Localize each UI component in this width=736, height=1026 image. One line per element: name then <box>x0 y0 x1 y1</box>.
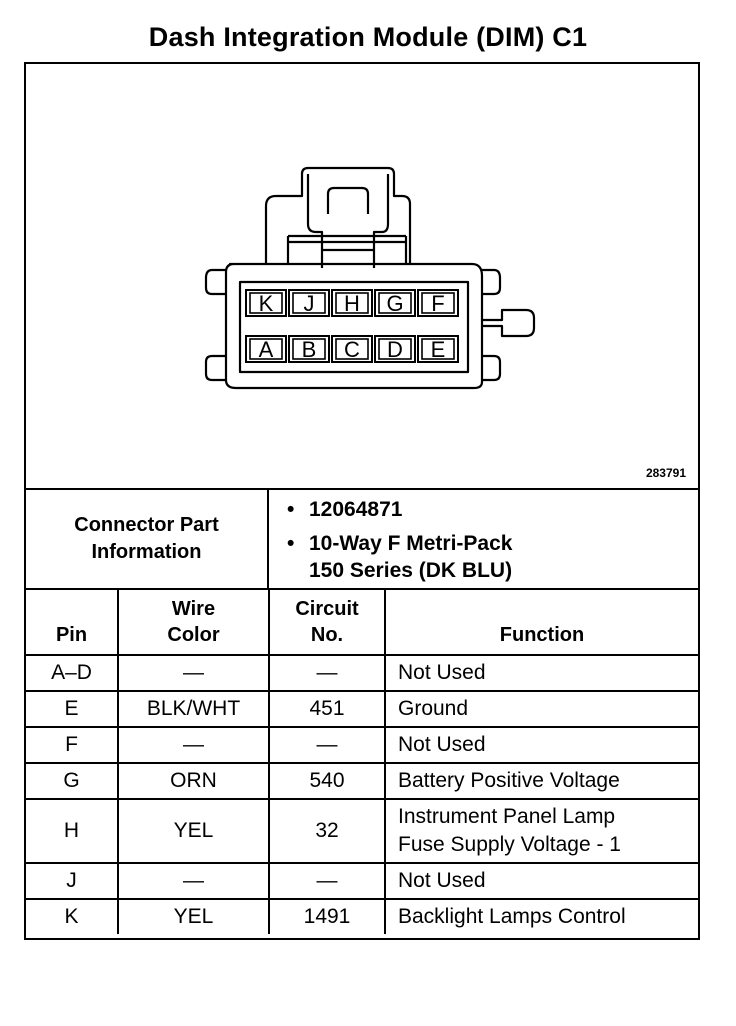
connector-info-label-line1: Connector Part <box>74 514 219 536</box>
header-pin: Pin <box>26 589 118 655</box>
wire-color-cell: — <box>118 863 269 899</box>
wire-color-cell: — <box>118 655 269 691</box>
connector-frame <box>24 62 700 940</box>
pin-letter: C <box>344 337 360 362</box>
pin-letter: D <box>387 337 403 362</box>
pin-letter: J <box>303 291 315 316</box>
connector-drawing <box>26 64 698 488</box>
connector-description: 10-Way F Metri-Pack 150 Series (DK BLU) <box>309 532 513 582</box>
wire-color-cell: YEL <box>118 799 269 863</box>
pin-cells <box>246 290 458 362</box>
pin-letter: F <box>431 291 445 316</box>
function-cell: Instrument Panel Lamp Fuse Supply Voltage - 1 <box>385 799 698 863</box>
function-cell: Not Used <box>385 863 698 899</box>
pin-cell-j <box>289 290 329 316</box>
wire-color-cell: BLK/WHT <box>118 691 269 727</box>
connector-diagram <box>26 64 698 490</box>
header-circuit: Circuit No. <box>269 589 385 655</box>
pin-cell: E <box>26 691 118 727</box>
pin-letter: A <box>258 337 274 362</box>
circuit-cell: 451 <box>269 691 385 727</box>
pin-cell-d <box>375 336 415 362</box>
connector-info-label-line2: Information <box>91 541 202 563</box>
circuit-cell: — <box>269 655 385 691</box>
circuit-cell: 1491 <box>269 899 385 934</box>
function-cell: Ground <box>385 691 698 727</box>
pin-cell: G <box>26 763 118 799</box>
pin-table-body <box>26 655 698 934</box>
function-cell: Not Used <box>385 655 698 691</box>
pin-cell-c <box>332 336 372 362</box>
wire-color-cell: — <box>118 727 269 763</box>
pin-cell-h <box>332 290 372 316</box>
circuit-cell: 32 <box>269 799 385 863</box>
function-cell: Backlight Lamps Control <box>385 899 698 934</box>
pin-cell: H <box>26 799 118 863</box>
connector-info-values <box>269 490 698 588</box>
header-wire-color: Wire Color <box>118 589 269 655</box>
pin-letter: K <box>258 291 274 316</box>
pin-cell-b <box>289 336 329 362</box>
header-function: Function <box>385 589 698 655</box>
pin-table-header <box>26 589 698 655</box>
pin-cell-e <box>418 336 458 362</box>
table-row <box>26 899 698 934</box>
circuit-cell: — <box>269 863 385 899</box>
pin-letter: G <box>386 291 404 316</box>
wire-color-cell: ORN <box>118 763 269 799</box>
wire-color-cell: YEL <box>118 899 269 934</box>
pin-cell-g <box>375 290 415 316</box>
pin-cell: F <box>26 727 118 763</box>
pin-cell-a <box>246 336 286 362</box>
table-row <box>26 863 698 899</box>
part-number-item <box>287 496 403 523</box>
function-cell: Battery Positive Voltage <box>385 763 698 799</box>
table-row <box>26 727 698 763</box>
function-cell: Not Used <box>385 727 698 763</box>
pin-letter: E <box>430 337 446 362</box>
part-number: 12064871 <box>309 498 403 521</box>
reference-number: 283791 <box>645 466 686 480</box>
table-row <box>26 691 698 727</box>
pin-cell-k <box>246 290 286 316</box>
pin-letter: H <box>344 291 360 316</box>
table-row <box>26 799 698 863</box>
pin-table <box>26 588 698 934</box>
circuit-cell: — <box>269 727 385 763</box>
connector-info-label <box>26 490 269 588</box>
connector-part-information <box>26 490 698 590</box>
page-title: Dash Integration Module (DIM) C1 <box>148 22 588 52</box>
pin-cell: K <box>26 899 118 934</box>
pin-cell: A–D <box>26 655 118 691</box>
connector-description-item <box>287 530 513 584</box>
pin-cell-f <box>418 290 458 316</box>
bullet-icon: • <box>287 532 295 555</box>
table-row <box>26 763 698 799</box>
pin-cell: J <box>26 863 118 899</box>
bullet-icon: • <box>287 498 295 521</box>
table-row <box>26 655 698 691</box>
pin-letter: B <box>301 337 317 362</box>
circuit-cell: 540 <box>269 763 385 799</box>
